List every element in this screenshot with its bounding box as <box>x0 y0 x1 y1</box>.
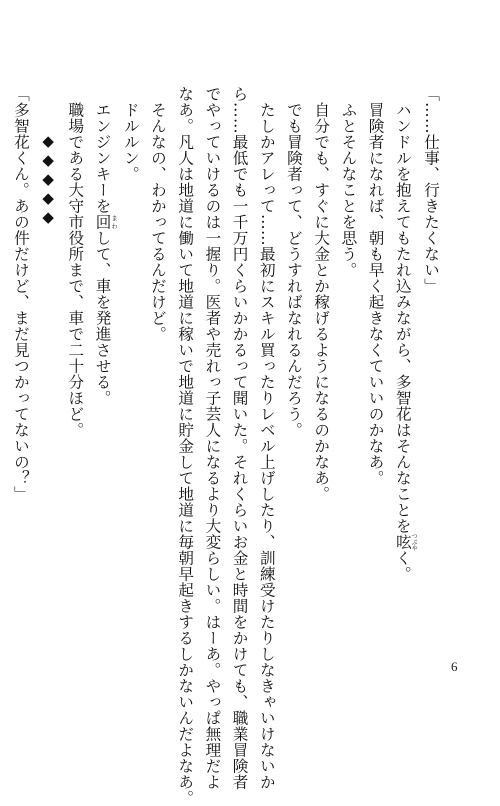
text-line: 「多智花くん。あの件だけど、まだ見つかってないの？」 <box>11 86 30 502</box>
ruby-reading: まわ <box>110 213 118 230</box>
text-line: でやっていけるのは一握り。医者や売れっ子芸人になるより大変らしい。はーあ。やっぱ無理だよ <box>203 86 222 790</box>
vertical-text-body <box>7 86 444 806</box>
ruby-reading: つぶや <box>410 532 418 551</box>
scene-break-diamonds: ◆◆◆◆◆ <box>39 132 58 227</box>
text-line: ふとそんなことを思う。 <box>339 101 358 278</box>
ruby-annotation <box>393 532 418 551</box>
text-segment: エンジンキーを <box>93 101 112 214</box>
text-line: ドルルン。 <box>121 101 140 182</box>
page-number: 6 <box>451 659 458 674</box>
text-line: 冒険者になれば、朝も早く起きなくていいのかなあ。 <box>366 101 385 486</box>
text-line: でも冒険者って、どうすればなれるんだろう。 <box>284 101 303 438</box>
text-line: ら……最低でも一千万円くらいかかるって聞いた。それくらいお金と時間をかけても、職業冒険者 <box>230 86 249 790</box>
text-line: たしかアレって……最初にスキル買ったりレベル上げしたり、訓練受けたりしなきゃいけないか <box>257 101 276 790</box>
ruby-base: 回 <box>93 213 112 230</box>
ruby-base: 呟 <box>393 532 412 551</box>
text-line: 職場である大守市役所まで、車で二十分ほど。 <box>66 101 85 438</box>
ruby-annotation <box>93 213 118 230</box>
text-segment: して、車を発進させる。 <box>93 229 112 406</box>
text-segment: く。 <box>393 549 412 582</box>
text-line <box>88 86 116 646</box>
text-line: なあ。凡人は地道に働いて地道に稼いで地道に貯金して地道に毎朝早起きするしかないんだよなあ。 <box>176 86 195 806</box>
text-line: そんなの、わかってるんだけど。 <box>148 101 167 342</box>
text-line <box>389 86 417 646</box>
text-segment: ハンドルを抱えてもたれ込みながら、多智花はそんなことを <box>393 101 412 534</box>
text-line: 「……仕事、行きたくない」 <box>422 86 440 294</box>
text-line: 自分でも、すぐに大金とか稼げるようになるのかなあ。 <box>312 101 331 502</box>
